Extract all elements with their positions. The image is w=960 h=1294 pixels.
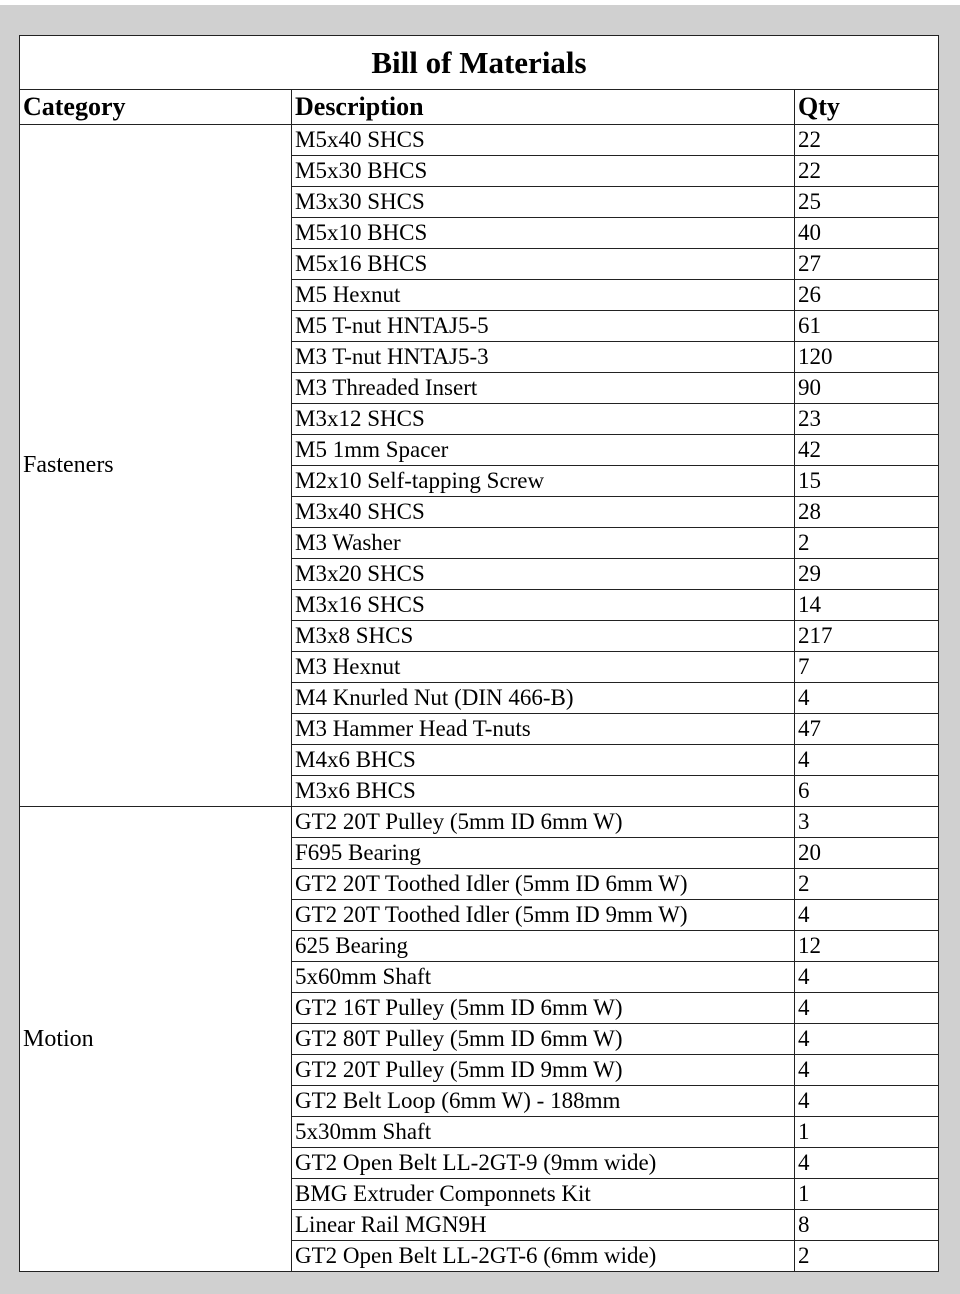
description-cell: M5x16 BHCS [292,249,795,280]
description-cell: M3x20 SHCS [292,559,795,590]
qty-cell: 4 [795,683,939,714]
description-cell: Linear Rail MGN9H [292,1210,795,1241]
bom-body [20,125,939,1272]
qty-cell: 4 [795,745,939,776]
document-title: Bill of Materials [20,36,939,90]
description-cell: M2x10 Self-tapping Screw [292,466,795,497]
description-cell: GT2 Open Belt LL-2GT-6 (6mm wide) [292,1241,795,1272]
qty-cell: 4 [795,1024,939,1055]
description-cell: M3x8 SHCS [292,621,795,652]
description-cell: 625 Bearing [292,931,795,962]
description-cell: M3 Hammer Head T-nuts [292,714,795,745]
description-cell: M5x40 SHCS [292,125,795,156]
qty-cell: 27 [795,249,939,280]
qty-cell: 26 [795,280,939,311]
description-cell: 5x60mm Shaft [292,962,795,993]
description-cell: M3x16 SHCS [292,590,795,621]
column-header-qty: Qty [795,90,939,125]
qty-cell: 47 [795,714,939,745]
top-strip [0,0,960,5]
qty-cell: 4 [795,900,939,931]
qty-cell: 40 [795,218,939,249]
qty-cell: 8 [795,1210,939,1241]
description-cell: M3x30 SHCS [292,187,795,218]
description-cell: M3 Hexnut [292,652,795,683]
qty-cell: 29 [795,559,939,590]
qty-cell: 12 [795,931,939,962]
qty-cell: 28 [795,497,939,528]
qty-cell: 15 [795,466,939,497]
qty-cell: 22 [795,125,939,156]
qty-cell: 22 [795,156,939,187]
qty-cell: 1 [795,1179,939,1210]
qty-cell: 25 [795,187,939,218]
qty-cell: 90 [795,373,939,404]
qty-cell: 2 [795,528,939,559]
table-row [20,125,939,156]
bom-table [19,35,939,1272]
qty-cell: 4 [795,1055,939,1086]
title-row [20,36,939,90]
description-cell: GT2 80T Pulley (5mm ID 6mm W) [292,1024,795,1055]
qty-cell: 1 [795,1117,939,1148]
qty-cell: 4 [795,1148,939,1179]
qty-cell: 6 [795,776,939,807]
description-cell: M5x10 BHCS [292,218,795,249]
description-cell: GT2 Open Belt LL-2GT-9 (9mm wide) [292,1148,795,1179]
qty-cell: 3 [795,807,939,838]
description-cell: 5x30mm Shaft [292,1117,795,1148]
qty-cell: 4 [795,1086,939,1117]
description-cell: M3x12 SHCS [292,404,795,435]
bom-sheet [19,35,938,1272]
qty-cell: 61 [795,311,939,342]
description-cell: GT2 20T Toothed Idler (5mm ID 6mm W) [292,869,795,900]
column-header-category: Category [20,90,292,125]
description-cell: M5 Hexnut [292,280,795,311]
column-header-description: Description [292,90,795,125]
qty-cell: 4 [795,993,939,1024]
description-cell: M3x6 BHCS [292,776,795,807]
qty-cell: 2 [795,1241,939,1272]
category-cell: Fasteners [20,125,292,807]
description-cell: M5x30 BHCS [292,156,795,187]
qty-cell: 4 [795,962,939,993]
qty-cell: 217 [795,621,939,652]
category-cell: Motion [20,807,292,1272]
description-cell: M5 1mm Spacer [292,435,795,466]
description-cell: M3x40 SHCS [292,497,795,528]
qty-cell: 23 [795,404,939,435]
description-cell: BMG Extruder Componnets Kit [292,1179,795,1210]
description-cell: M4 Knurled Nut (DIN 466-B) [292,683,795,714]
qty-cell: 120 [795,342,939,373]
description-cell: GT2 20T Pulley (5mm ID 9mm W) [292,1055,795,1086]
description-cell: F695 Bearing [292,838,795,869]
qty-cell: 2 [795,869,939,900]
description-cell: M5 T-nut HNTAJ5-5 [292,311,795,342]
qty-cell: 14 [795,590,939,621]
description-cell: GT2 20T Pulley (5mm ID 6mm W) [292,807,795,838]
description-cell: M3 T-nut HNTAJ5-3 [292,342,795,373]
description-cell: M4x6 BHCS [292,745,795,776]
qty-cell: 42 [795,435,939,466]
description-cell: GT2 Belt Loop (6mm W) - 188mm [292,1086,795,1117]
table-row [20,807,939,838]
description-cell: M3 Threaded Insert [292,373,795,404]
qty-cell: 20 [795,838,939,869]
header-row [20,90,939,125]
description-cell: GT2 16T Pulley (5mm ID 6mm W) [292,993,795,1024]
description-cell: GT2 20T Toothed Idler (5mm ID 9mm W) [292,900,795,931]
description-cell: M3 Washer [292,528,795,559]
qty-cell: 7 [795,652,939,683]
